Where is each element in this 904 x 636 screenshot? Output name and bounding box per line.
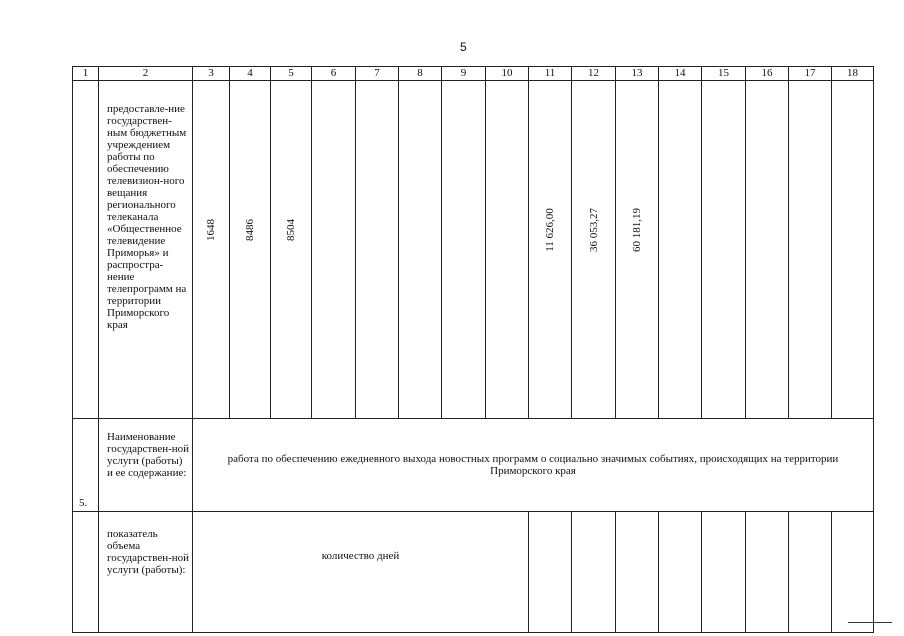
cell-col6 [312,81,356,419]
cell-col16 [746,81,789,419]
col-header-12: 12 [572,67,616,81]
service-name-label: Наименование государствен-ной услуги (работы) и ее содержание: [99,419,193,512]
cell-col4 [230,81,271,419]
cell-col17 [789,81,832,419]
cell-col15 [702,81,746,419]
cell-col14 [659,81,702,419]
col-header-4: 4 [230,67,271,81]
table-row [73,81,874,419]
col-header-6: 6 [312,67,356,81]
cell-col5 [271,81,312,419]
col-header-10: 10 [486,67,529,81]
row-number-cell [73,81,99,419]
col-header-15: 15 [702,67,746,81]
col-header-3: 3 [193,67,230,81]
table-row [73,512,874,633]
col-header-5: 5 [271,67,312,81]
value-col5: 8504 [285,218,297,241]
row-number-cell [73,512,99,633]
value-col11: 11 626,00 [544,207,556,252]
cell-col16 [746,512,789,633]
cell-col10 [486,81,529,419]
cell-col15 [702,512,746,633]
cell-col17 [789,512,832,633]
col-header-17: 17 [789,67,832,81]
cell-col3 [193,81,230,419]
cell-col18 [832,512,874,633]
work-description: предоставле-ние государствен-ным бюджетным учреждением работы по обеспечению телевизион-ного вещания регионального телеканала «Общественное телевидение Приморья» и распростра-нение телепрограмм на территории Приморского края [99,81,193,419]
col-header-9: 9 [442,67,486,81]
table-row [73,419,874,512]
cell-col12 [572,81,616,419]
col-header-7: 7 [356,67,399,81]
col-header-16: 16 [746,67,789,81]
col-header-1: 1 [73,67,99,81]
cell-col8 [399,81,442,419]
value-col13: 60 181,19 [631,207,643,252]
cell-col12 [572,512,616,633]
col-header-2: 2 [99,67,193,81]
cell-col13 [616,81,659,419]
corner-line [848,622,892,623]
volume-indicator-value: количество дней [193,512,529,633]
data-table [72,66,874,633]
value-col4: 8486 [244,218,256,241]
col-header-18: 18 [832,67,874,81]
service-content: работа по обеспечению ежедневного выхода новостных программ о социально значимых событиях, происходящих на территории Приморского края [193,419,874,512]
col-header-14: 14 [659,67,702,81]
col-header-13: 13 [616,67,659,81]
cell-col11 [529,81,572,419]
volume-indicator-label: показатель объема государствен-ной услуги (работы): [99,512,193,633]
row-number: 5. [73,419,99,512]
page-number: 5 [460,40,467,54]
cell-col14 [659,512,702,633]
cell-col7 [356,81,399,419]
cell-col11 [529,512,572,633]
cell-col9 [442,81,486,419]
col-header-8: 8 [399,67,442,81]
col-header-11: 11 [529,67,572,81]
value-col12: 36 053,27 [587,207,600,252]
cell-col13 [616,512,659,633]
cell-col18 [832,81,874,419]
value-col3: 1648 [205,218,217,241]
